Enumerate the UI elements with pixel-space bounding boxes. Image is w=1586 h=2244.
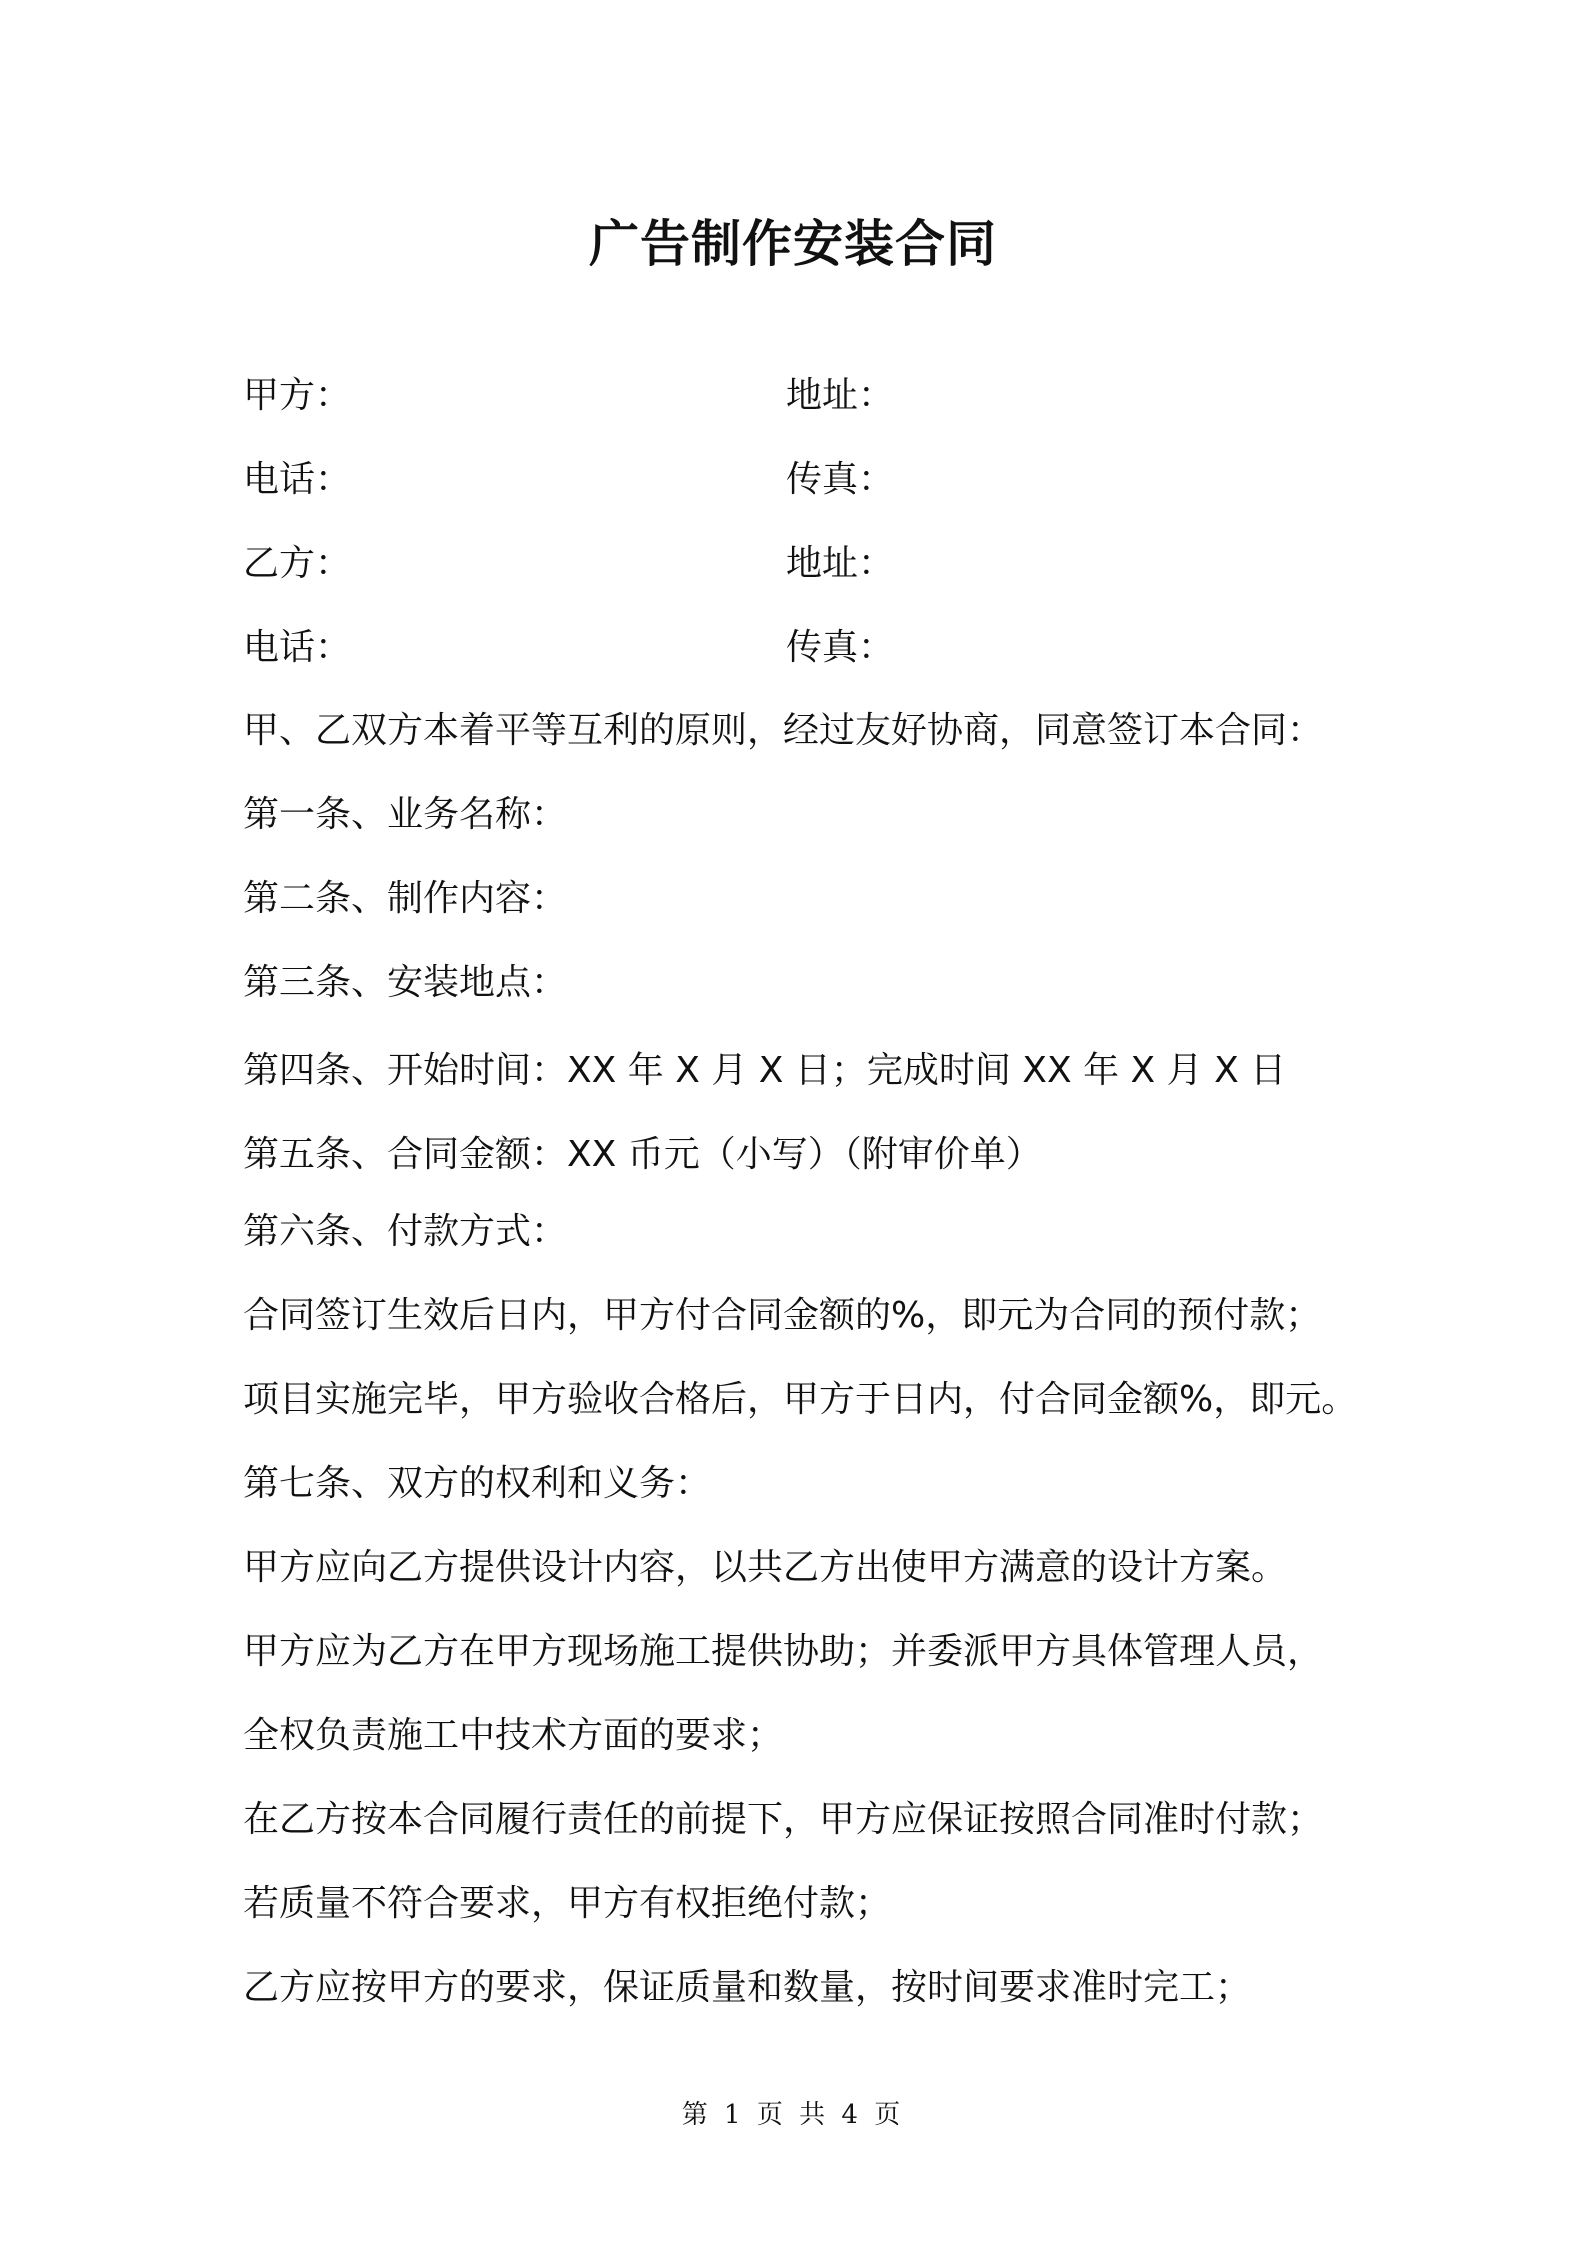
obligation-clause-2: 甲方应为乙方在甲方现场施工提供协助；并委派甲方具体管理人员， — [243, 1631, 1324, 1672]
obligation-clause-4: 若质量不符合要求，甲方有权拒绝付款； — [243, 1883, 892, 1924]
party-a-fax-label: 传真： — [786, 459, 895, 500]
obligation-clause-1: 甲方应向乙方提供设计内容，以共乙方出使甲方满意的设计方案。 — [243, 1547, 1288, 1588]
obligation-clause-5: 乙方应按甲方的要求，保证质量和数量，按时间要求准时完工； — [243, 1967, 1252, 2008]
payment-clause-1: 合同签订生效后日内，甲方付合同金额的%，即元为合同的预付款； — [243, 1295, 1322, 1336]
article-1: 第一条、业务名称： — [243, 794, 568, 835]
party-a-label: 甲方： — [243, 375, 352, 416]
article-3: 第三条、安装地点： — [243, 962, 568, 1003]
party-b-address-label: 地址： — [786, 543, 895, 584]
preamble: 甲、乙双方本着平等互利的原则，经过友好协商，同意签订本合同： — [243, 710, 1324, 751]
party-a-address-label: 地址： — [786, 375, 895, 416]
article-2: 第二条、制作内容： — [243, 878, 568, 919]
page-number-footer: 第 1 页 共 4 页 — [681, 2100, 905, 2130]
document-title: 广告制作安装合同 — [589, 215, 997, 273]
payment-clause-2: 项目实施完毕，甲方验收合格后，甲方于日内，付合同金额%，即元。 — [243, 1379, 1358, 1420]
obligation-clause-2-cont: 全权负责施工中技术方面的要求； — [243, 1715, 784, 1756]
party-b-label: 乙方： — [243, 543, 352, 584]
obligation-clause-3: 在乙方按本合同履行责任的前提下，甲方应保证按照合同准时付款； — [243, 1799, 1324, 1840]
party-a-phone-label: 电话： — [243, 459, 352, 500]
article-5: 第五条、合同金额：XX 币元（小写）（附审价单） — [243, 1134, 1042, 1175]
party-b-phone-label: 电话： — [243, 627, 352, 668]
article-7: 第七条、双方的权利和义务： — [243, 1463, 712, 1504]
article-4: 第四条、开始时间：XX 年 X 月 X 日；完成时间 XX 年 X 月 X 日 — [243, 1050, 1287, 1091]
article-6: 第六条、付款方式： — [243, 1211, 568, 1252]
party-b-fax-label: 传真： — [786, 627, 895, 668]
